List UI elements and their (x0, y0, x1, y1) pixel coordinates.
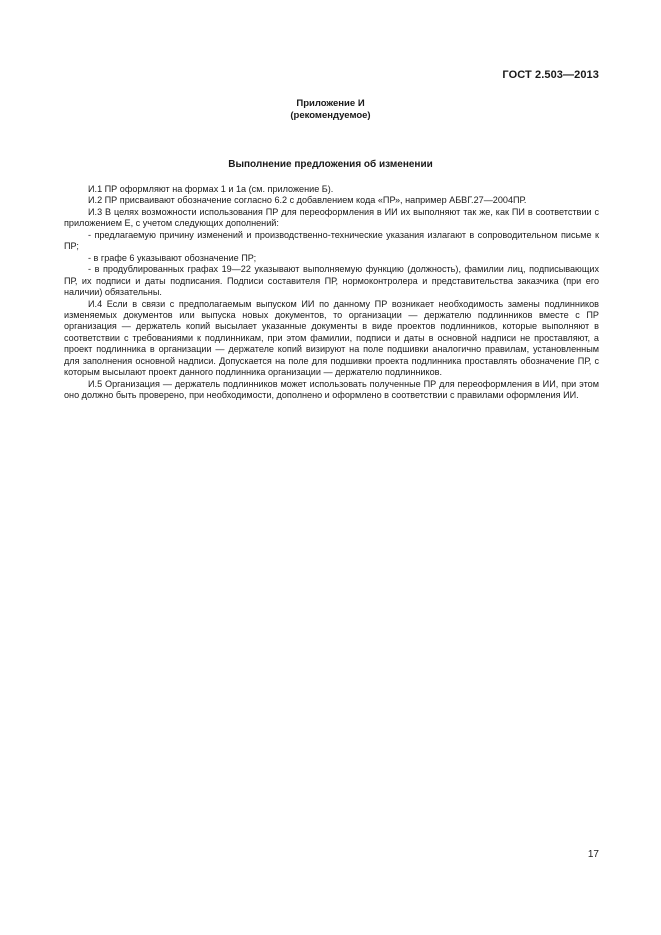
appendix-title: Приложение И (296, 98, 365, 109)
body-text (64, 184, 599, 402)
section-title: Выполнение предложения об изменении (228, 159, 433, 170)
paragraph-i5: И.5 Организация — держатель подлинников может использовать полученные ПР для переоформления в ИИ, при этом оно должно быть проверено, при необходимости, дополнено и оформлено в соответствии с правилами оформления ИИ. (64, 378, 599, 401)
list-item-reason: - предлагаемую причину изменений и производственно-технические указания излагают в сопроводительном письме к ПР; (64, 229, 599, 252)
list-item-column-6: - в графе 6 указывают обозначение ПР; (88, 252, 257, 263)
paragraph-i4: И.4 Если в связи с предполагаемым выпуском ИИ по данному ПР возникает необходимость замены подлинников изменяемых документов или выпуска новых документов, то организации — держателю подлинников вместе с ПР организация — держатель копий высылает указанные документы в виде проектов подлинников, которые выполняют в соответствии с требованиями к подлинникам, при этом фамилии, подписи и даты в основной надписи не проставляют, а проект подлинника в организации — держателе копий визируют на поле подшивки аналогично правилам, установленным для заполнения основной надписи. Допускается на поле для подшивки проекта подлинника проставлять обозначение ПР, с которым высылают проект данного подлинника организации — держателю подлинников. (64, 298, 599, 378)
paragraph-i3: И.3 В целях возможности использования ПР для переоформления в ИИ их выполняют так же, как ПИ в соответствии с приложением Е, с учетом следующих дополнений: (64, 206, 599, 229)
page-number: 17 (587, 849, 599, 860)
paragraph-i2: И.2 ПР присваивают обозначение согласно 6.2 с добавлением кода «ПР», например АБВГ.27—2004ПР. (88, 195, 527, 206)
standard-code: ГОСТ 2.503—2013 (502, 69, 599, 81)
paragraph-i1: И.1 ПР оформляют на формах 1 и 1а (см. приложение Б). (88, 184, 334, 194)
appendix-heading (0, 98, 661, 122)
appendix-subtitle: (рекомендуемое) (290, 110, 371, 121)
list-item-columns-19-22: - в продублированных графах 19—22 указывают выполняемую функцию (должность), фамилии лиц, подписывающих ПР, их подписи и даты подписания. Подписи составителя ПР, нормоконтролера и представительства заказчика (при его наличии) обязательны. (64, 264, 599, 298)
